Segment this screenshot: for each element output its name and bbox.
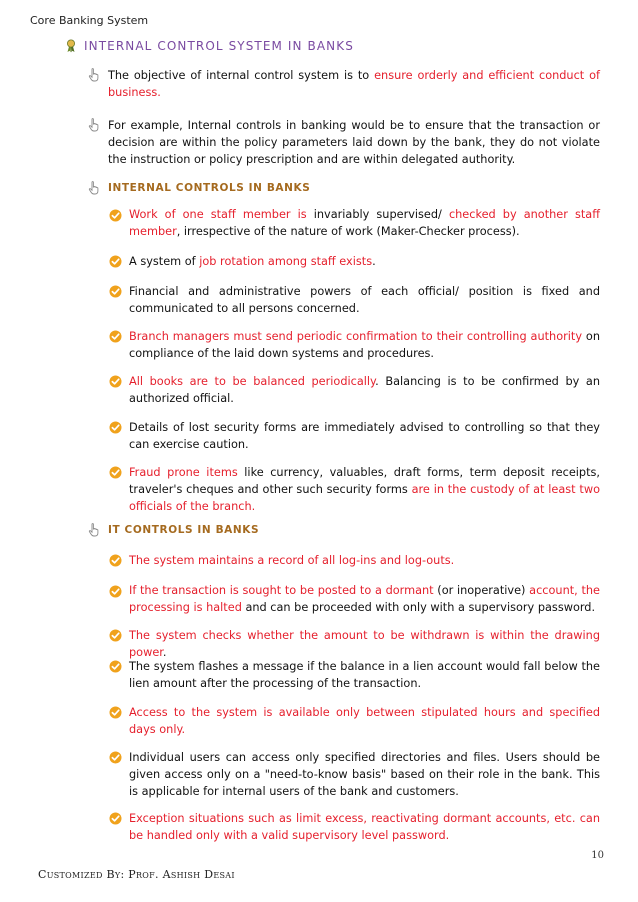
- section-title-row: [66, 39, 354, 53]
- check-circle-icon: [109, 209, 122, 222]
- list-item: [129, 373, 600, 407]
- list-item: The system maintains a record of all log-ins and log-outs.: [129, 554, 455, 567]
- check-circle-icon: [109, 629, 122, 642]
- text-segment: .: [162, 646, 167, 659]
- paragraph-example: For example, Internal controls in banking would be to ensure that the transaction or decision are within the policy parameters laid down by the bank, they do not violate the instruction or policy prescription and are within delegated authority.: [108, 119, 600, 166]
- list-item: Financial and administrative powers of each official/ position is fixed and communicated to all persons concerned.: [129, 285, 600, 315]
- text-segment: A system of: [129, 255, 200, 268]
- check-circle-icon: [109, 330, 122, 343]
- text-segment: and can be proceeded with only with a supervisory password.: [241, 601, 596, 614]
- list-item: [129, 253, 600, 270]
- text-segment: , irrespective of the nature of work (Maker-Checker process).: [176, 225, 520, 238]
- highlight-text: If the transaction is sought to be posted to a dormant: [129, 584, 434, 597]
- highlight-text: checked by another staff member: [129, 208, 600, 238]
- text-segment: . Balancing is to be confirmed by an authorized official.: [129, 375, 600, 405]
- check-circle-icon: [109, 585, 122, 598]
- list-item: Details of lost security forms are immediately advised to controlling so that they can exercise caution.: [129, 421, 600, 451]
- list-item: [129, 328, 600, 362]
- check-circle-icon: [109, 660, 122, 673]
- hand-pointer-icon: [88, 118, 100, 132]
- list-item: The system flashes a message if the balance in a lien account would fall below the lien amount after the processing of the transaction.: [129, 660, 600, 690]
- check-circle-icon: [109, 466, 122, 479]
- text-segment: invariably supervised/: [306, 208, 449, 221]
- highlight-text: are in the custody of at least two officials of the branch.: [129, 483, 600, 513]
- hand-pointer-icon: [88, 181, 100, 195]
- hand-pointer-icon: [88, 523, 100, 537]
- highlight-text: Work of one staff member is: [129, 208, 307, 221]
- text-segment: (or inoperative): [433, 584, 530, 597]
- check-circle-icon: [109, 375, 122, 388]
- footer-credit: Customized By: Prof. Ashish Desai: [38, 868, 235, 881]
- check-circle-icon: [109, 554, 122, 567]
- check-circle-icon: [109, 751, 122, 764]
- section-title: INTERNAL CONTROL SYSTEM IN BANKS: [84, 39, 354, 53]
- check-circle-icon: [109, 421, 122, 434]
- page-number: 10: [591, 850, 604, 861]
- list-item: [129, 582, 600, 616]
- highlight-text: All books are to be balanced periodically: [129, 375, 376, 388]
- text-segment: on compliance of the laid down systems and procedures.: [129, 330, 600, 360]
- list-item: [129, 464, 600, 515]
- ribbon-icon: [66, 39, 76, 53]
- list-item: Individual users can access only specified directories and files. Users should be given access only on a "need-to-know basis" based on their role in the bank. This is applicable for internal users of the bank and customers.: [129, 751, 600, 798]
- check-circle-icon: [109, 255, 122, 268]
- list-item: Access to the system is available only between stipulated hours and specified days only.: [129, 706, 600, 736]
- hand-pointer-icon: [88, 68, 100, 82]
- list-item: [129, 627, 600, 661]
- highlight-text: ensure orderly and efficient conduct of business.: [108, 69, 600, 99]
- check-circle-icon: [109, 706, 122, 719]
- highlight-text: The system checks whether the amount to be withdrawn is within the drawing power: [129, 629, 600, 659]
- text-segment: .: [372, 255, 376, 268]
- highlight-text: Branch managers must send periodic confirmation to their controlling authority: [129, 330, 583, 343]
- highlight-text: account, the processing is halted: [129, 584, 600, 614]
- text-segment: The objective of internal control system is to: [108, 69, 375, 82]
- paragraph-objective: [108, 67, 600, 101]
- subheading-internal-controls: INTERNAL CONTROLS IN BANKS: [108, 182, 311, 194]
- check-circle-icon: [109, 285, 122, 298]
- highlight-text: Fraud prone items: [129, 466, 238, 479]
- list-item: [129, 206, 600, 240]
- check-circle-icon: [109, 812, 122, 825]
- document-header: Core Banking System: [30, 14, 149, 27]
- highlight-text: job rotation among staff exists: [199, 255, 373, 268]
- text-segment: like currency, valuables, draft forms, term deposit receipts, traveler's cheques and other such security forms: [129, 466, 600, 496]
- subheading-it-controls: IT CONTROLS IN BANKS: [108, 524, 260, 536]
- list-item: Exception situations such as limit excess, reactivating dormant accounts, etc. can be handled only with a valid supervisory level password.: [129, 812, 600, 842]
